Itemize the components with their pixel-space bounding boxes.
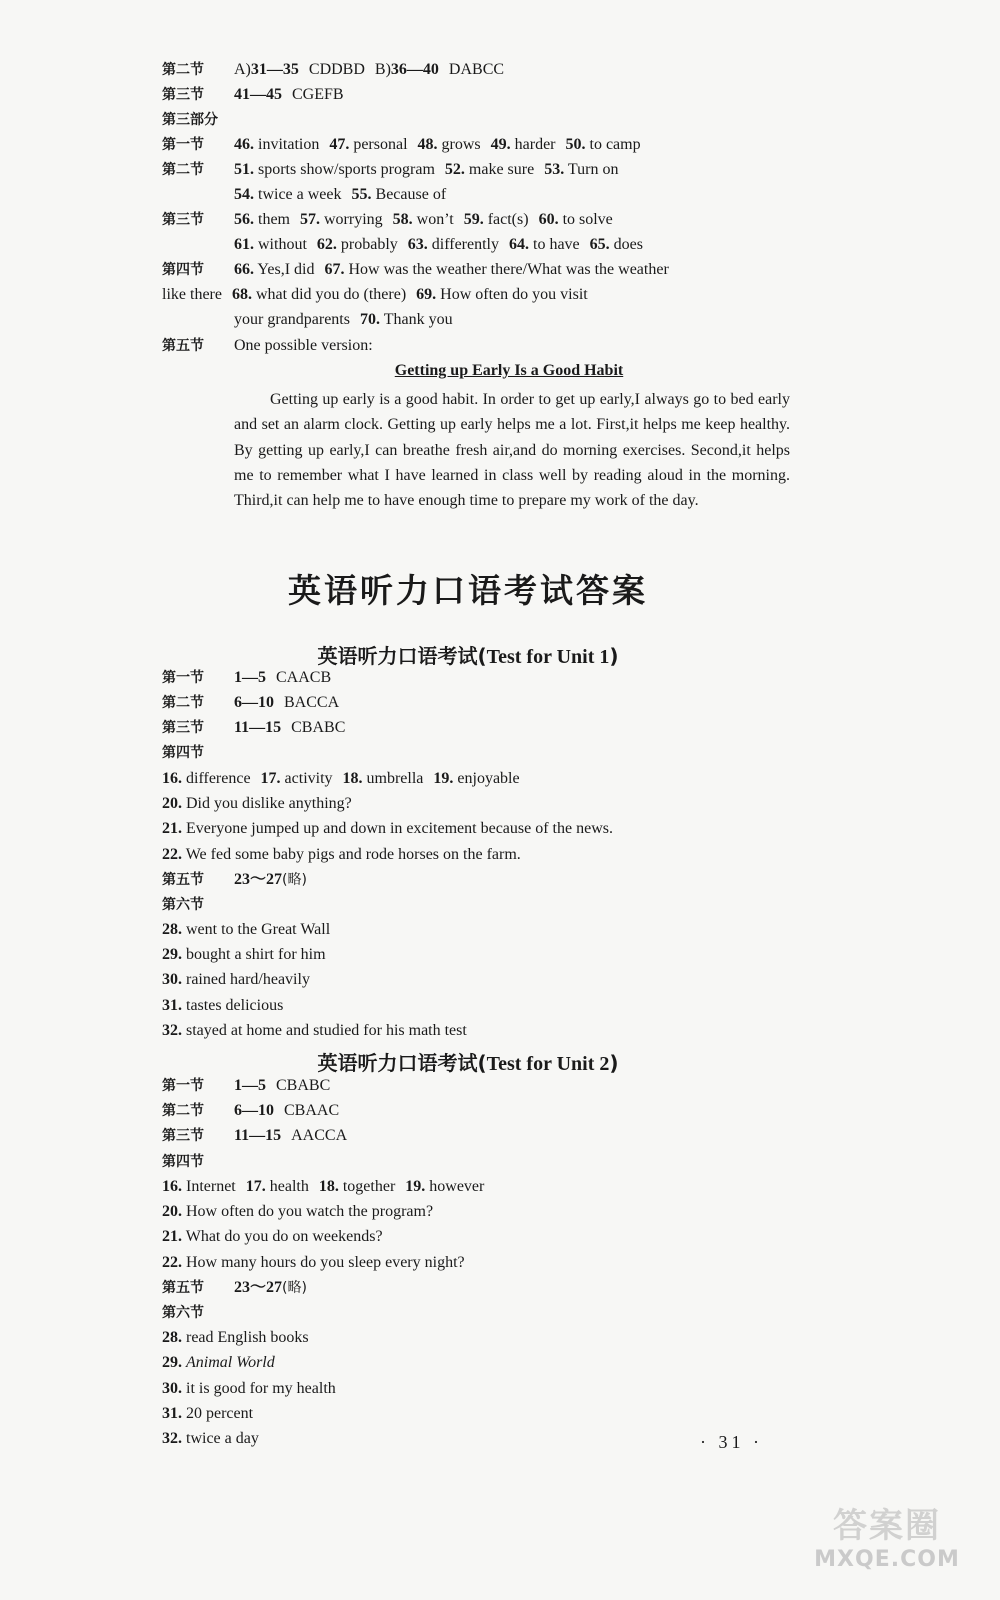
unit1-section4-label [162, 743, 234, 763]
unit1-s6-item [162, 945, 326, 965]
section-label: 第四节 [162, 745, 204, 761]
answer-text: Thank you [383, 311, 453, 328]
section-label: 第四节 [162, 1154, 204, 1170]
answers: CDDBD [308, 61, 365, 78]
answers: CGEFB [292, 86, 344, 103]
part3-section4-line3 [234, 310, 453, 330]
answer-text: won’t [416, 211, 454, 228]
unit1-title [0, 640, 936, 669]
question-number: 66. [234, 261, 254, 278]
omitted-note: (略) [282, 1280, 307, 1296]
question-number: 30. [162, 971, 182, 988]
section-label: 第一节 [162, 670, 204, 686]
answer-text: What do you do on weekends? [185, 1228, 383, 1245]
answer-text: How often do you visit [440, 286, 588, 303]
question-number: 55. [351, 186, 372, 203]
question-number: 30. [162, 1380, 182, 1397]
question-number: 51. [234, 161, 254, 178]
answer-text: Turn on [567, 161, 619, 178]
unit1-s6-item [162, 920, 330, 940]
omitted-note: (略) [282, 872, 307, 888]
answer-text: stayed at home and studied for his math test [186, 1022, 467, 1039]
answers: CAACB [276, 669, 332, 686]
part3-section2-line2 [234, 185, 446, 205]
section-label: 第二节 [162, 1103, 204, 1119]
question-range: 6—10 [234, 1102, 274, 1119]
site-watermark [802, 1498, 972, 1588]
section-label: 第六节 [162, 1305, 204, 1321]
unit2-s6-item [162, 1328, 309, 1348]
unit2-sentence-line [162, 1202, 433, 1222]
title-cn: 英语听力口语考试( [317, 644, 487, 668]
question-range: 23～27 [234, 1279, 283, 1296]
section-label: 第二节 [162, 695, 204, 711]
unit1-s6-item [162, 1021, 467, 1041]
question-number: 17. [260, 770, 281, 787]
answer-text: 20 percent [186, 1405, 254, 1422]
answer-text: twice a week [258, 186, 342, 203]
question-number: 53. [544, 161, 565, 178]
watermark-logo-text: 答案圈 [833, 1506, 941, 1546]
question-range: 11—15 [234, 719, 282, 736]
answers: AACCA [291, 1127, 348, 1144]
answer-text: personal [353, 136, 408, 153]
answer-text: however [429, 1178, 485, 1195]
answer-text: grows [441, 136, 481, 153]
unit2-section6-label [162, 1303, 234, 1323]
question-range: 41—45 [234, 86, 282, 103]
question-number: 16. [162, 770, 182, 787]
answer-text: harder [514, 136, 556, 153]
main-title: 英语听力口语考试答案 [288, 571, 648, 610]
answer-text: it is good for my health [186, 1380, 336, 1397]
unit2-words-line [162, 1177, 484, 1197]
answer-text: Because of [375, 186, 447, 203]
question-number: 16. [162, 1178, 182, 1195]
question-number: 18. [318, 1178, 339, 1195]
part2-section3-line [162, 85, 344, 105]
answer-text: bought a shirt for him [186, 946, 326, 963]
title-en: Test for Unit 1 [486, 646, 610, 668]
answer-text: to solve [562, 211, 613, 228]
unit1-sentence-line [162, 845, 521, 865]
answer-text: them [258, 211, 290, 228]
answer-text: went to the Great Wall [186, 921, 331, 938]
answer-text: make sure [468, 161, 535, 178]
section-label: 第五节 [162, 872, 204, 888]
unit2-s6-item [162, 1353, 275, 1373]
question-number: 61. [234, 236, 254, 253]
answer-text: umbrella [366, 770, 424, 787]
question-number: 46. [234, 136, 254, 153]
part3-section5-line [162, 336, 373, 356]
unit2-s6-item [162, 1404, 253, 1424]
essay-intro: One possible version: [234, 337, 373, 354]
answer-text: your grandparents [234, 311, 350, 328]
answer-text: without [258, 236, 307, 253]
question-number: 20. [162, 1203, 182, 1220]
section-label: 第一节 [162, 1078, 204, 1094]
unit1-s6-item [162, 970, 310, 990]
answer-text: We fed some baby pigs and rode horses on the farm. [185, 846, 521, 863]
section-label: 第三节 [162, 212, 204, 228]
answer-text: enjoyable [457, 770, 520, 787]
question-number: 21. [162, 1228, 182, 1245]
section-label: 第四节 [162, 262, 204, 278]
answer-text: twice a day [186, 1430, 259, 1447]
unit2-section1-line [162, 1076, 330, 1096]
answers: BACCA [284, 694, 340, 711]
question-number: 32. [162, 1430, 182, 1447]
question-number: 20. [162, 795, 182, 812]
unit1-sentence-line [162, 794, 352, 814]
answer-text: Did you dislike anything? [186, 795, 352, 812]
answer-text: worrying [324, 211, 383, 228]
question-number: 68. [231, 286, 252, 303]
question-number: 52. [444, 161, 465, 178]
question-number: 64. [509, 236, 529, 253]
question-number: 65. [589, 236, 610, 253]
subpart-a: A) [234, 61, 251, 78]
question-range: 1—5 [234, 669, 266, 686]
question-number: 28. [162, 921, 182, 938]
unit1-words-line [162, 769, 520, 789]
section-label: 第三节 [162, 87, 204, 103]
answer-text: How many hours do you sleep every night? [186, 1254, 465, 1271]
unit1-section3-line [162, 718, 345, 738]
essay-body: Getting up early is a good habit. In order to get up early,I always go to bed early and set an alarm clock. Getting up early helps me a lot. First,it helps me keep healthy. By getting up early,I can breathe fresh air,and do morning exercises. Second,it helps me to remember what I have learned in class well by reading aloud in the morning. Third,it can help me to have enough time to prepare my work of the day. [234, 391, 790, 510]
question-range: 31—35 [250, 61, 299, 78]
answers: CBABC [276, 1077, 331, 1094]
answer-text: difference [186, 770, 251, 787]
unit1-section1-line [162, 668, 331, 688]
question-number: 28. [162, 1329, 182, 1346]
question-range: 6—10 [234, 694, 274, 711]
answer-text: How often do you watch the program? [186, 1203, 434, 1220]
unit2-s6-item [162, 1429, 259, 1449]
question-number: 60. [538, 211, 559, 228]
part3-section2-line1 [162, 160, 618, 180]
answer-text: does [613, 236, 643, 253]
section-label: 第三节 [162, 720, 204, 736]
question-number: 49. [490, 136, 511, 153]
title-en: Test for Unit 2 [486, 1053, 610, 1075]
question-range: 1—5 [234, 1077, 266, 1094]
part-heading: 第三部分 [162, 112, 218, 128]
question-number: 48. [417, 136, 438, 153]
title-end: ) [609, 1051, 619, 1075]
answer-text: fact(s) [487, 211, 529, 228]
answer-text: to camp [589, 136, 641, 153]
unit1-sentence-line [162, 819, 613, 839]
unit1-s6-item [162, 996, 283, 1016]
answer-text: Animal World [186, 1354, 275, 1371]
question-number: 58. [392, 211, 413, 228]
essay-title: Getting up Early Is a Good Habit [394, 362, 624, 379]
question-number: 17. [245, 1178, 266, 1195]
answer-text: together [342, 1178, 396, 1195]
section-label: 第一节 [162, 137, 204, 153]
question-range: 11—15 [234, 1127, 282, 1144]
question-number: 67. [324, 261, 345, 278]
answer-text: health [269, 1178, 309, 1195]
part2-section2-line [162, 60, 504, 80]
answer-text: what did you do (there) [255, 286, 407, 303]
section-label: 第六节 [162, 897, 204, 913]
unit2-section5-line [162, 1278, 307, 1298]
question-number: 63. [407, 236, 428, 253]
question-number: 47. [329, 136, 350, 153]
unit2-section2-line [162, 1101, 339, 1121]
question-number: 19. [405, 1178, 426, 1195]
answer-text: tastes delicious [186, 997, 284, 1014]
question-number: 21. [162, 820, 182, 837]
answer-text: Everyone jumped up and down in excitement because of the news. [186, 820, 613, 837]
answers: DABCC [448, 61, 505, 78]
question-number: 57. [300, 211, 320, 228]
part3-section3-line2 [234, 235, 643, 255]
unit1-section2-line [162, 693, 339, 713]
subpart-b: B) [374, 61, 391, 78]
question-number: 32. [162, 1022, 182, 1039]
answer-text: invitation [258, 136, 320, 153]
answer-text: probably [340, 236, 398, 253]
section-label: 第五节 [162, 1280, 204, 1296]
part3-section3-line1 [162, 210, 613, 230]
unit1-section5-line [162, 870, 307, 890]
answer-text: like there [162, 286, 222, 303]
section-label: 第二节 [162, 62, 204, 78]
title-cn: 英语听力口语考试( [317, 1051, 487, 1075]
part3-section4-line2 [162, 285, 588, 305]
answer-text: sports show/sports program [258, 161, 435, 178]
answer-text: read English books [186, 1329, 309, 1346]
question-range: 23～27 [234, 871, 283, 888]
question-number: 18. [342, 770, 363, 787]
answers: CBABC [291, 719, 346, 736]
answer-text: differently [431, 236, 499, 253]
question-number: 29. [162, 946, 182, 963]
question-number: 70. [359, 311, 380, 328]
question-number: 59. [463, 211, 484, 228]
question-number: 22. [162, 846, 182, 863]
section-label: 第二节 [162, 162, 204, 178]
part3-heading [162, 110, 234, 130]
question-number: 54. [234, 186, 254, 203]
answer-text: Yes,I did [257, 261, 315, 278]
question-number: 19. [433, 770, 454, 787]
question-number: 31. [162, 1405, 182, 1422]
part3-section4-line1 [162, 260, 669, 280]
question-number: 69. [416, 286, 437, 303]
unit2-sentence-line [162, 1227, 383, 1247]
question-number: 29. [162, 1354, 182, 1371]
answer-text: Internet [186, 1178, 236, 1195]
answer-text: to have [533, 236, 580, 253]
unit2-section4-label [162, 1152, 234, 1172]
section-label: 第五节 [162, 338, 204, 354]
unit2-title [0, 1047, 936, 1076]
title-end: ) [609, 644, 619, 668]
question-number: 50. [565, 136, 586, 153]
question-range: 36—40 [390, 61, 439, 78]
question-number: 62. [316, 236, 337, 253]
page-number: · 31 · [700, 1432, 763, 1452]
answers: CBAAC [284, 1102, 340, 1119]
answer-text: activity [284, 770, 333, 787]
part3-section1-line [162, 135, 641, 155]
unit2-sentence-line [162, 1253, 465, 1273]
question-number: 31. [162, 997, 182, 1014]
unit2-section3-line [162, 1126, 347, 1146]
question-number: 22. [162, 1254, 182, 1271]
unit2-s6-item [162, 1379, 336, 1399]
section-label: 第三节 [162, 1128, 204, 1144]
answer-text: rained hard/heavily [186, 971, 310, 988]
watermark-url: MXQE.COM [814, 1547, 960, 1572]
unit1-section6-label [162, 895, 234, 915]
question-number: 56. [234, 211, 254, 228]
answer-text: How was the weather there/What was the weather [348, 261, 669, 278]
